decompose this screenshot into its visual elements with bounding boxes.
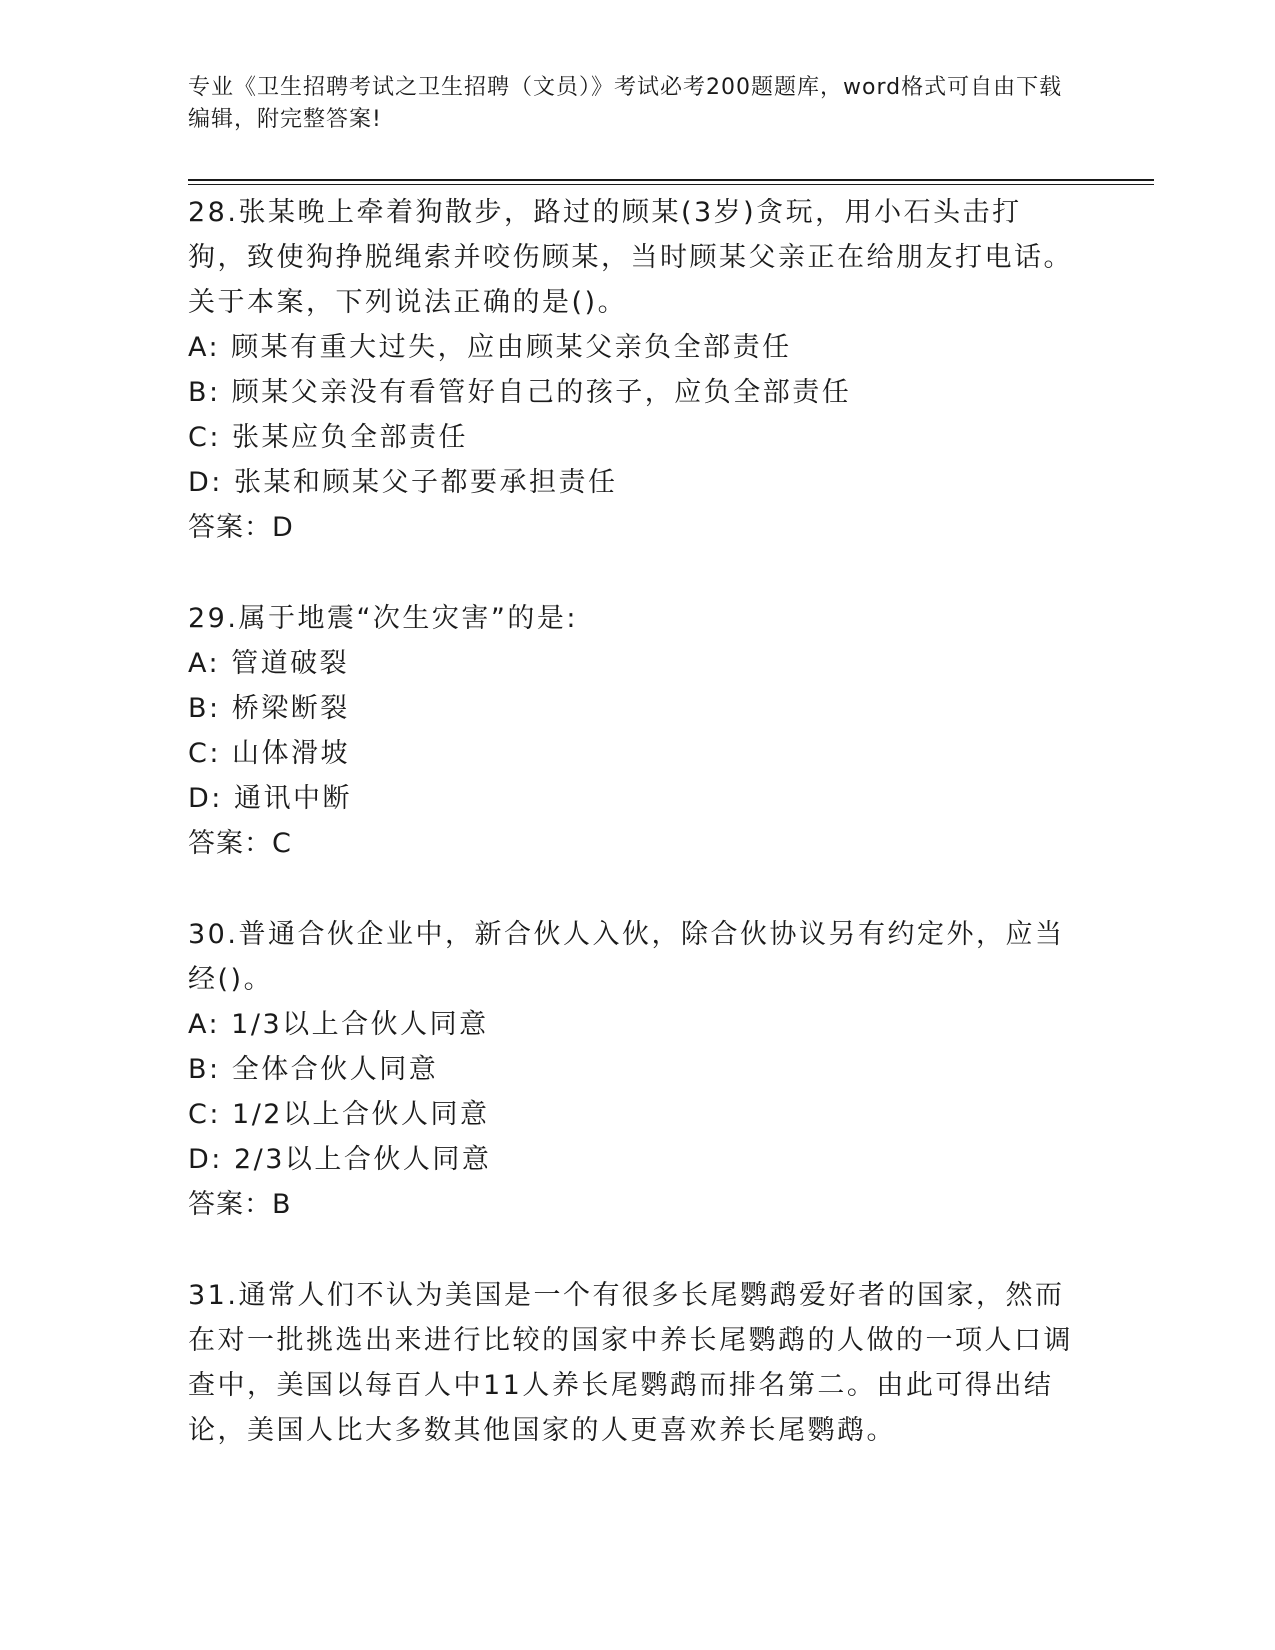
option-b: B: 桥梁断裂: [188, 693, 350, 724]
option-b: B: 顾某父亲没有看管好自己的孩子，应负全部责任: [188, 377, 852, 408]
question-stem: 30.普通合伙企业中，新合伙人入伙，除合伙协议另有约定外，应当经()。: [188, 919, 1065, 995]
option-d: D: 通讯中断: [188, 783, 352, 814]
header-rule-thin: [188, 184, 1154, 185]
option-d: D: 2/3以上合伙人同意: [188, 1144, 492, 1175]
question-stem: 31.通常人们不认为美国是一个有很多长尾鹦鹉爱好者的国家，然而在对一批挑选出来进行比较的国家中养长尾鹦鹉的人做的一项人口调查中，美国以每百人中11人养长尾鹦鹉而排名第二。由此可得出结论，美国人比大多数其他国家的人更喜欢养长尾鹦鹉。: [188, 1280, 1073, 1446]
option-c: C: 张某应负全部责任: [188, 422, 469, 453]
question-stem: 29.属于地震“次生灾害”的是:: [188, 603, 579, 634]
question-29: [188, 596, 1078, 866]
question-31: [188, 1273, 1078, 1453]
question-stem: 28.张某晚上牵着狗散步，路过的顾某(3岁)贪玩，用小石头击打狗，致使狗挣脱绳索并咬伤顾某，当时顾某父亲正在给朋友打电话。关于本案，下列说法正确的是()。: [188, 197, 1073, 318]
question-list: [188, 190, 1078, 1453]
document-header: 专业《卫生招聘考试之卫生招聘（文员）》考试必考200题题库，word格式可自由下载编辑，附完整答案!: [188, 75, 1063, 132]
option-a: A: 管道破裂: [188, 648, 350, 679]
option-c: C: 山体滑坡: [188, 738, 351, 769]
question-spacer: [188, 550, 1078, 596]
option-a: A: 1/3以上合伙人同意: [188, 1009, 489, 1040]
answer-label: 答案：B: [188, 1189, 292, 1220]
question-28: [188, 190, 1078, 550]
question-spacer: [188, 1227, 1078, 1273]
option-b: B: 全体合伙人同意: [188, 1054, 439, 1085]
option-a: A: 顾某有重大过失，应由顾某父亲负全部责任: [188, 332, 792, 363]
answer-label: 答案：D: [188, 512, 294, 543]
header-rule-thick: [188, 179, 1154, 181]
option-c: C: 1/2以上合伙人同意: [188, 1099, 490, 1130]
option-d: D: 张某和顾某父子都要承担责任: [188, 467, 618, 498]
question-spacer: [188, 866, 1078, 912]
answer-label: 答案：C: [188, 828, 292, 859]
question-30: [188, 912, 1078, 1227]
